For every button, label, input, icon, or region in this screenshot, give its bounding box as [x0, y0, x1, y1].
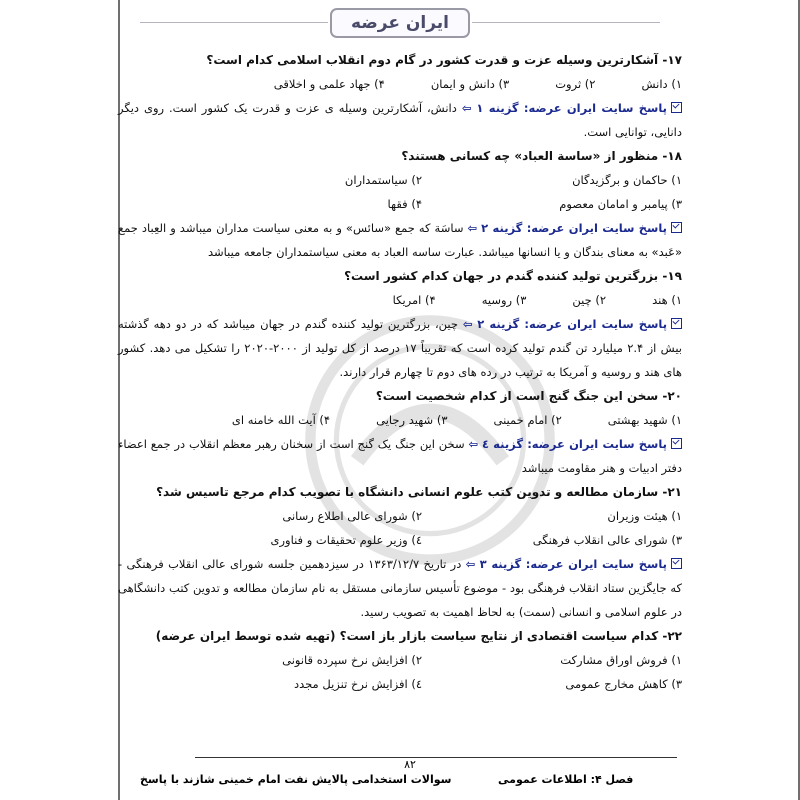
- option: ۴) فقها: [387, 197, 422, 211]
- option: ۲) چین: [572, 293, 607, 307]
- options-grid: [118, 168, 682, 216]
- options-row: [118, 72, 682, 96]
- footer-book-title: سوالات استخدامی پالایش نفت امام خمینی شازند با پاسخ: [140, 773, 452, 786]
- option: ۱) دانش: [641, 77, 682, 91]
- options-grid: [118, 504, 682, 552]
- option: ۲) سیاستمداران: [344, 173, 422, 187]
- option: ۱) فروش اوراق مشارکت: [560, 653, 682, 667]
- answer-label: پاسخ سایت ایران عرضه: گزینه ۱: [476, 101, 667, 115]
- options-row: [118, 408, 682, 432]
- option: ۲) ثروت: [555, 77, 596, 91]
- option: ۳) پیامبر و امامان معصوم: [559, 197, 682, 211]
- arrow-icon: ⇦: [467, 221, 478, 235]
- question-block: [118, 264, 682, 384]
- option: ٤) وزیر علوم تحقیقات و فناوری: [270, 533, 422, 547]
- arrow-icon: ⇦: [462, 317, 473, 331]
- answer-paragraph: [118, 312, 682, 384]
- checkbox-icon: [671, 438, 682, 449]
- header-rule-left: [140, 22, 328, 23]
- option: ۱) هند: [652, 293, 682, 307]
- site-logo: [330, 8, 470, 38]
- option: ۲) شورای عالی اطلاع رسانی: [282, 509, 422, 523]
- answer-text: ساسَة که جمع «سائس» و به معنی سیاست مداران میباشد و العِباد جمع «عَبد» به معنای بندگان و یا انسانها میباشد. عبارت ساسه العباد به معنی سیاستمداران جامعه میباشد: [118, 221, 682, 259]
- option: ۳) دانش و ایمان: [430, 77, 510, 91]
- option: ۴) جهاد علمی و اخلاقی: [273, 77, 385, 91]
- question-block: [118, 480, 682, 624]
- question-title: ۱۷- آشکارترین وسیله عزت و قدرت کشور در گام دوم انقلاب اسلامی کدام است؟: [206, 53, 682, 67]
- option: ۴) آیت الله خامنه ای: [231, 413, 331, 427]
- option: ۱) شهید بهشتی: [607, 413, 682, 427]
- checkbox-icon: [671, 558, 682, 569]
- option: ٤) افزایش نرخ تنزیل مجدد: [293, 677, 422, 691]
- logo-text: ایران عرضه: [351, 13, 449, 33]
- answer-paragraph: [118, 552, 682, 624]
- question-title: ۲۰- سخن این جنگ گنج است از کدام شخصیت است؟: [375, 389, 682, 403]
- question-title: ۲۱- سازمان مطالعه و تدوین کتب علوم انسانی دانشگاه با تصویب کدام مرجع تاسیس شد؟: [156, 485, 682, 499]
- options-row: [118, 288, 682, 312]
- arrow-icon: ⇦: [465, 557, 476, 571]
- options-grid: [118, 648, 682, 696]
- answer-text: در تاریخ ۱۳۶۳/۱۲/۷ در سیزدهمین جلسه شورای عالی انقلاب فرهنگی - که جایگزین ستاد انقلاب فرهنگی بود - موضوع تأسیس سازمانی مستقل به نام سازمان مطالعه و تدوین کتب دانشگاهی در علوم اسلامی و انسانی (سمت) به لحاظ اهمیت به تصویب رسید.: [118, 557, 682, 619]
- option: ۲) امام خمینی: [493, 413, 562, 427]
- option: ۳) روسیه: [481, 293, 527, 307]
- question-block: [118, 144, 682, 264]
- question-block: [118, 48, 682, 144]
- checkbox-icon: [671, 318, 682, 329]
- checkbox-icon: [671, 222, 682, 233]
- answer-label: پاسخ سایت ایران عرضه: گزینه ۳: [479, 557, 667, 571]
- question-title: ۱۸- منظور از «ساسة العباد» چه کسانی هستند؟: [401, 149, 682, 163]
- question-title: ۱۹- بزرگترین تولید کننده گندم در جهان کدام کشور است؟: [344, 269, 682, 283]
- answer-text: دانش، آشکارترین وسیله ی عزت و قدرت یک کشور است. روی دیگر دانایی، توانایی است.: [118, 101, 682, 139]
- question-title: ۲۲- کدام سیاست اقتصادی از نتایج سیاست بازار باز است؟ (تهیه شده توسط ایران عرضه): [155, 629, 682, 643]
- option: ۱) حاکمان و برگزیدگان: [572, 173, 682, 187]
- footer-rule: [195, 757, 677, 758]
- answer-text: چین، بزرگترین تولید کننده گندم در جهان میباشد که در دو دهه گذشته بیش از ۲.۴ میلیارد تن گندم تولید کرده است که تقریباً ۱۷ درصد از کل تولید از ۲۰۰۰-۲۰۲۰ را تشکیل می دهد. کشور های هند و روسیه و آمریکا به ترتیب در رده های دوم تا چهارم قرار دارند.: [118, 317, 682, 379]
- option: ۴) امریکا: [392, 293, 436, 307]
- question-block: [118, 384, 682, 480]
- option: ۲) افزایش نرخ سپرده قانونی: [282, 653, 422, 667]
- arrow-icon: ⇦: [461, 101, 472, 115]
- answer-label: پاسخ سایت ایران عرضه: گزینه ۲: [481, 221, 667, 235]
- answer-paragraph: [118, 96, 682, 144]
- checkbox-icon: [671, 102, 682, 113]
- header-rule-right: [472, 22, 660, 23]
- answer-paragraph: [118, 216, 682, 264]
- page-number: ۸۲: [404, 758, 416, 771]
- option: ۳) شهید رجایی: [376, 413, 448, 427]
- answer-label: پاسخ سایت ایران عرضه: گزینه ۲: [477, 317, 668, 331]
- answer-label: پاسخ سایت ایران عرضه: گزینه ٤: [481, 437, 667, 451]
- option: ۱) هیئت وزیران: [607, 509, 682, 523]
- page-content: [118, 48, 682, 748]
- option: ۳) شورای عالی انقلاب فرهنگی: [532, 533, 682, 547]
- arrow-icon: ⇦: [468, 437, 479, 451]
- option: ۳) کاهش مخارج عمومی: [565, 677, 682, 691]
- answer-paragraph: [118, 432, 682, 480]
- answer-text: سخن این جنگ یک گنج است از سخنان رهبر معظم انقلاب در جمع اعضاء دفتر ادبیات و هنر مقاومت میباشد: [118, 437, 682, 475]
- question-block: [118, 624, 682, 696]
- footer-chapter: فصل ۴: اطلاعات عمومی: [498, 773, 634, 786]
